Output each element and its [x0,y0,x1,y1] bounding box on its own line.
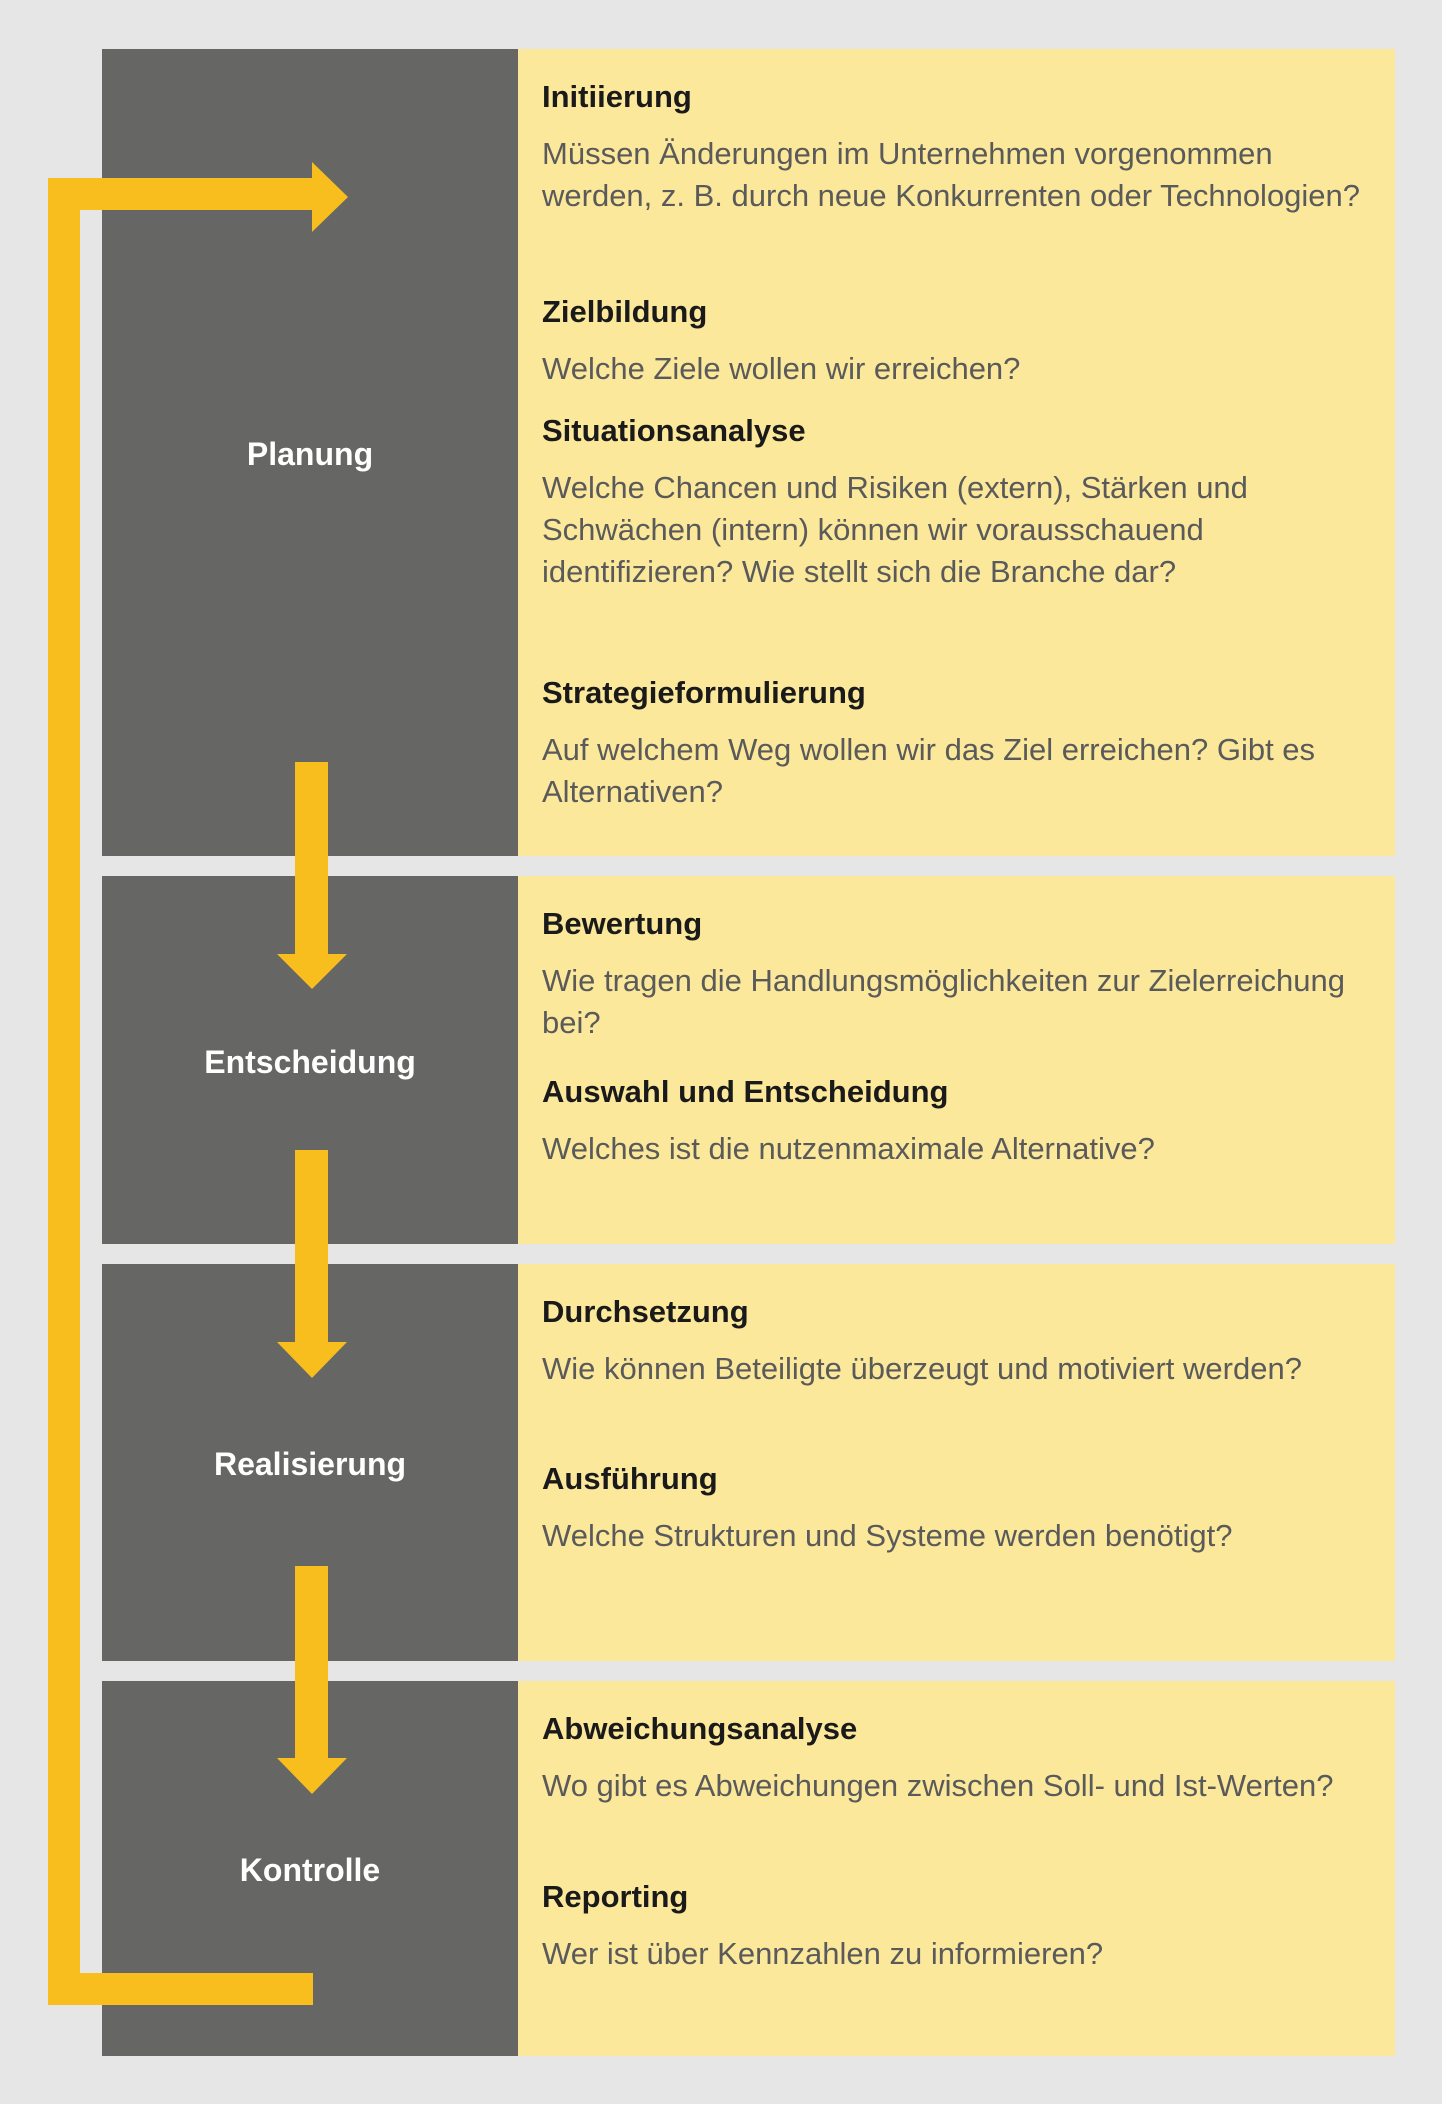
phase-panel-kontrolle [518,1681,1395,2056]
step-question: Wer ist über Kennzahlen zu informieren? [542,1936,1104,1971]
step-title: Zielbildung [542,294,708,329]
step-question: Wo gibt es Abweichungen zwischen Soll- und Ist-Werten? [542,1768,1334,1803]
step-question: Welche Ziele wollen wir erreichen? [542,351,1021,386]
phase-row-planung [102,49,1395,856]
step-title: Auswahl und Entscheidung [542,1074,949,1109]
step-durchsetzung [542,1292,1362,1390]
step-title: Durchsetzung [542,1294,749,1329]
step-zielbildung [542,292,1362,390]
step-title: Reporting [542,1879,689,1914]
phase-label-planung: Planung [246,436,374,472]
step-question: Müssen Änderungen im Unternehmen vorgenommen werden, z. B. durch neue Konkurrenten oder Technologien? [542,136,1361,213]
step-question: Welche Chancen und Risiken (extern), Stärken und Schwächen (intern) können wir vorausschauend identifizieren? Wie stellt sich die Branche dar? [542,470,1248,589]
phase-label-kontrolle: Kontrolle [239,1852,381,1888]
phase-panel-realisierung [518,1264,1395,1661]
step-situationsanalyse [542,411,1362,593]
step-question: Wie können Beteiligte überzeugt und motiviert werden? [542,1351,1302,1386]
phase-label-entscheidung: Entscheidung [204,1044,416,1080]
step-title: Initiierung [542,79,692,114]
step-initiierung [542,77,1362,217]
step-bewertung [542,904,1362,1044]
step-abweichungsanalyse [542,1709,1362,1807]
step-ausfuehrung [542,1459,1362,1557]
step-title: Bewertung [542,906,703,941]
phase-panel-entscheidung [518,876,1395,1244]
phase-row-entscheidung [102,876,1395,1244]
step-title: Strategieformulierung [542,675,866,710]
step-title: Abweichungsanalyse [542,1711,858,1746]
step-question: Welche Strukturen und Systeme werden benötigt? [542,1518,1233,1553]
phase-panel-planung [518,49,1395,856]
step-reporting [542,1877,1362,1975]
step-strategieformulierung [542,673,1362,813]
step-question: Welches ist die nutzenmaximale Alternative? [542,1131,1155,1166]
step-title: Ausführung [542,1461,718,1496]
phase-row-kontrolle [102,1681,1395,2056]
step-question: Auf welchem Weg wollen wir das Ziel erreichen? Gibt es Alternativen? [542,732,1316,809]
phase-row-realisierung [102,1264,1395,1661]
phase-label-realisierung: Realisierung [213,1446,407,1482]
step-title: Situationsanalyse [542,413,806,448]
step-auswahl-und-entscheidung [542,1072,1362,1170]
step-question: Wie tragen die Handlungsmöglichkeiten zur Zielerreichung bei? [542,963,1345,1040]
